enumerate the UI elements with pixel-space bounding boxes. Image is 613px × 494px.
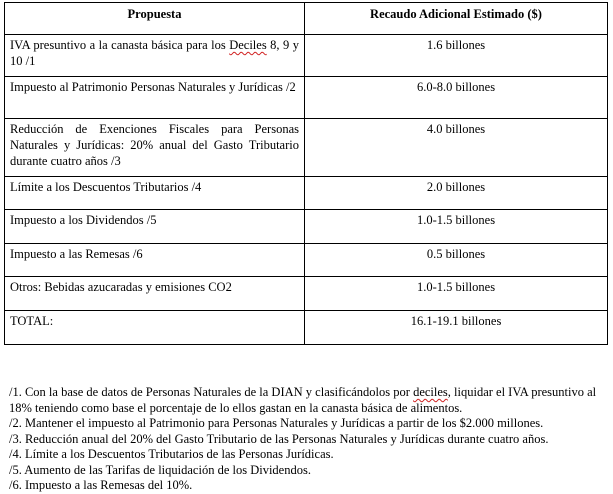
header-proposal: Propuesta <box>5 3 305 35</box>
table-row <box>5 277 608 311</box>
amount-cell: 4.0 billones <box>305 119 608 177</box>
table-row <box>5 244 608 277</box>
table-row <box>5 77 608 119</box>
table-body <box>5 35 608 345</box>
total-label-cell: TOTAL: <box>5 311 305 345</box>
proposal-cell: Impuesto al Patrimonio Personas Naturales y Jurídicas /2 <box>5 77 305 119</box>
spellcheck-flagged-word: Deciles <box>229 38 267 52</box>
amount-cell: 1.0-1.5 billones <box>305 210 608 244</box>
amount-cell: 0.5 billones <box>305 244 608 277</box>
proposal-cell: Impuesto a las Remesas /6 <box>5 244 305 277</box>
footnote-1 <box>9 385 607 416</box>
footnote-1-text-cont: , liquidar el IVA presuntivo al 18% teniendo como base el porcentaje de lo ellos gastan en la canasta básica de alimentos. <box>9 385 597 415</box>
amount-cell: 6.0-8.0 billones <box>305 77 608 119</box>
footnote-6: /6. Impuesto a las Remesas del 10%. <box>9 478 193 492</box>
total-amount-cell: 16.1-19.1 billones <box>305 311 608 345</box>
footnotes <box>9 385 607 494</box>
table-row <box>5 35 608 77</box>
header-row <box>5 3 608 35</box>
header-estimated-revenue: Recaudo Adicional Estimado ($) <box>305 3 608 35</box>
proposal-text: IVA presuntivo a la canasta básica para los <box>10 38 230 52</box>
amount-cell: 1.6 billones <box>305 35 608 77</box>
proposal-cell <box>5 35 305 77</box>
footnote-2: /2. Mantener el impuesto al Patrimonio para Personas Naturales y Jurídicas a partir de los $2.000 millones. <box>9 416 544 430</box>
proposal-text-cont: 8, 9 y 10 /1 <box>10 38 299 68</box>
proposal-cell: Impuesto a los Dividendos /5 <box>5 210 305 244</box>
proposal-cell: Límite a los Descuentos Tributarios /4 <box>5 177 305 210</box>
total-row <box>5 311 608 345</box>
table-header <box>5 3 608 35</box>
footnote-5: /5. Aumento de las Tarifas de liquidación de los Dividendos. <box>9 462 311 477</box>
amount-cell: 2.0 billones <box>305 177 608 210</box>
spellcheck-flagged-word: deciles <box>413 385 448 399</box>
footnote-1-text: /1. Con la base de datos de Personas Naturales de la DIAN y clasificándolos por <box>9 385 414 399</box>
table-row <box>5 119 608 177</box>
revenue-proposals-table <box>4 2 608 345</box>
amount-cell: 1.0-1.5 billones <box>305 277 608 311</box>
table-row <box>5 177 608 210</box>
proposal-cell: Otros: Bebidas azucaradas y emisiones CO2 <box>5 277 305 311</box>
footnote-3: /3. Reducción anual del 20% del Gasto Tributario de las Personas Naturales y Jurídicas durante cuatro años. <box>9 431 549 446</box>
table-row <box>5 210 608 244</box>
proposal-cell: Reducción de Exenciones Fiscales para Personas Naturales y Jurídicas: 20% anual del Gasto Tributario durante cuatro años /3 <box>5 119 305 177</box>
footnote-4: /4. Límite a los Descuentos Tributarios de las Personas Jurídicas. <box>9 447 334 461</box>
